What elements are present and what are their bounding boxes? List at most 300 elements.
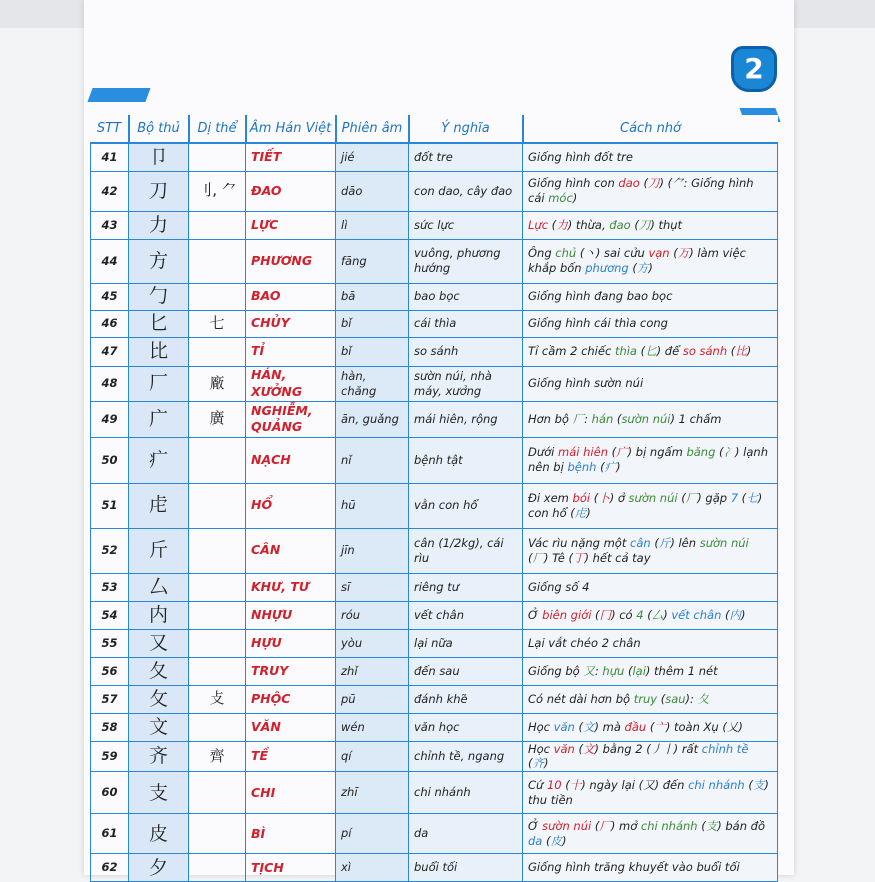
mnemonic-segment: ) 1 chấm (670, 411, 722, 426)
cell-radical: 攵 (129, 685, 189, 713)
cell-mnemonic (523, 143, 778, 171)
mnemonic-segment: ) toàn Xụ (乂) (665, 719, 743, 734)
cell-radical: 虍 (129, 483, 189, 528)
mnemonic-segment: dao (618, 176, 640, 191)
cell-variant (189, 573, 246, 601)
mnemonic-segment: ) để (656, 344, 683, 359)
mnemonic-segment: đao (609, 217, 631, 232)
cell-radical: 夂 (129, 657, 189, 685)
cell-mnemonic (523, 772, 778, 814)
mnemonic-segment: vết chân (671, 607, 722, 622)
cell-meaning: mái hiên, rộng (409, 401, 523, 437)
mnemonic-segment: Giống hình sườn núi (528, 376, 644, 391)
mnemonic-segment: ( (646, 719, 655, 734)
mnemonic-segment: cân (630, 535, 651, 550)
cell-pinyin: zhǐ (336, 657, 409, 685)
header-radical: Bộ thủ (129, 115, 189, 143)
cell-variant: 七 (189, 310, 246, 337)
cell-radical: 广 (129, 401, 189, 437)
mnemonic-segment: 厂 (685, 490, 698, 505)
cell-variant (189, 528, 246, 573)
cell-sino-vietnamese: TỊCH (246, 854, 336, 882)
mnemonic-segment: (丶) sai cửu (576, 246, 649, 261)
cell-variant (189, 814, 246, 854)
cell-mnemonic (523, 283, 778, 310)
mnemonic-segment: văn (553, 741, 575, 756)
cell-radical: 卩 (129, 143, 189, 171)
mnemonic-segment: ( (628, 261, 637, 275)
cell-mnemonic (523, 854, 778, 882)
mnemonic-segment: ( (548, 217, 557, 232)
table-row (91, 854, 778, 882)
table-row (91, 772, 778, 814)
cell-sino-vietnamese: HÁN, XƯỞNG (246, 366, 336, 401)
mnemonic-segment: 丁 (572, 550, 585, 565)
cell-mnemonic (523, 211, 778, 239)
cell-meaning: vằn con hổ (409, 483, 523, 528)
mnemonic-segment: ) (616, 460, 621, 474)
mnemonic-segment: sườn núi (542, 818, 592, 833)
cell-meaning: vết chân (409, 601, 523, 629)
mnemonic-segment: ) (572, 191, 578, 205)
mnemonic-segment: 刀 (638, 217, 651, 232)
cell-pinyin: bǐ (336, 310, 409, 337)
cell-stt: 58 (91, 713, 129, 741)
mnemonic-segment: ) thừa, (567, 217, 610, 232)
header-stt: STT (91, 115, 129, 143)
cell-pinyin: sī (336, 573, 409, 601)
cell-meaning: sức lực (409, 211, 523, 239)
mnemonic-segment: 厶 (651, 607, 664, 622)
mnemonic-segment: ( (624, 663, 633, 678)
table-row (91, 573, 778, 601)
cell-pinyin: bǐ (336, 337, 409, 366)
mnemonic-segment: ) hết cả tay (584, 550, 651, 565)
mnemonic-segment: 方 (636, 261, 649, 275)
mnemonic-segment: ( (561, 777, 570, 792)
mnemonic-segment: ) (544, 756, 549, 771)
cell-sino-vietnamese: KHƯ, TƯ (246, 573, 336, 601)
mnemonic-segment: Ở (528, 607, 543, 622)
cell-stt: 42 (91, 171, 129, 211)
mnemonic-segment: ( (591, 607, 600, 622)
mnemonic-segment: văn (553, 719, 575, 734)
mnemonic-segment: phương (585, 261, 629, 275)
mnemonic-segment: ( (669, 246, 678, 261)
cell-variant: 廠 (189, 366, 246, 401)
mnemonic-segment: 厂 (599, 818, 611, 833)
cell-sino-vietnamese: NGHIỄM, QUẢNG (246, 401, 336, 437)
cell-mnemonic (523, 483, 778, 528)
mnemonic-segment: ( (574, 741, 583, 756)
mnemonic-segment: 匕 (645, 344, 657, 359)
mnemonic-segment: băng (686, 445, 716, 460)
cell-variant (189, 483, 246, 528)
cell-meaning: da (409, 814, 523, 854)
cell-radical: 厂 (129, 366, 189, 401)
mnemonic-segment: 文 (582, 719, 595, 734)
mnemonic-segment: chỉnh tề (701, 741, 749, 756)
cell-mnemonic (523, 741, 778, 772)
cell-stt: 49 (91, 401, 129, 437)
mnemonic-segment: bói (572, 490, 591, 505)
cell-pinyin: róu (336, 601, 409, 629)
mnemonic-segment: ( (657, 691, 666, 706)
cell-sino-vietnamese: BÌ (246, 814, 336, 854)
mnemonic-segment: Giống hình đốt tre (528, 149, 633, 164)
mnemonic-segment: ) thêm 1 nét (645, 663, 718, 678)
cell-pinyin: wén (336, 713, 409, 741)
cell-mnemonic (523, 337, 778, 366)
mnemonic-segment: sau (665, 691, 686, 706)
mnemonic-segment: Lực (528, 217, 549, 232)
mnemonic-segment: Giống hình cái thìa cong (528, 316, 668, 331)
cell-pinyin: jīn (336, 528, 409, 573)
cell-sino-vietnamese: LỰC (246, 211, 336, 239)
mnemonic-segment: ( (643, 607, 652, 622)
cell-variant: 攴 (189, 685, 246, 713)
mnemonic-segment: 夂 (697, 691, 710, 706)
cell-radical: 支 (129, 772, 189, 814)
mnemonic-segment: Học (528, 719, 554, 734)
header-variant: Dị thể (189, 115, 246, 143)
mnemonic-segment: 齐 (532, 756, 544, 771)
mnemonic-segment: ( (715, 445, 724, 460)
mnemonic-segment: 万 (677, 246, 690, 261)
mnemonic-segment: ) ngày lại (又) đến (581, 777, 689, 792)
table-row (91, 437, 778, 483)
cell-variant (189, 437, 246, 483)
cell-variant (189, 713, 246, 741)
mnemonic-segment: ): (685, 691, 698, 706)
cell-stt: 59 (91, 741, 129, 772)
mnemonic-segment: ) (562, 833, 567, 848)
mnemonic-segment: da (528, 833, 543, 848)
mnemonic-segment: 文 (582, 741, 595, 756)
mnemonic-segment: ( (650, 535, 659, 550)
mnemonic-segment: mái hiên (558, 445, 608, 460)
table-row (91, 366, 778, 401)
mnemonic-segment: ) (746, 344, 752, 359)
cell-pinyin: zhī (336, 772, 409, 814)
mnemonic-segment: ( (590, 490, 599, 505)
mnemonic-segment: Có nét dài hơn bộ (528, 691, 634, 706)
cell-mnemonic (523, 573, 778, 601)
cell-sino-vietnamese: HỔ (246, 483, 336, 528)
cell-pinyin: bā (336, 283, 409, 310)
header-mnemonic: Cách nhớ (523, 115, 778, 143)
cell-stt: 43 (91, 211, 129, 239)
cell-meaning: đến sau (409, 657, 523, 685)
table-row (91, 741, 778, 772)
mnemonic-segment: ) mở (610, 818, 641, 833)
cell-meaning: đốt tre (409, 143, 523, 171)
mnemonic-segment: chi nhánh (688, 777, 745, 792)
mnemonic-segment: ) bị ngấm (627, 445, 687, 460)
cell-variant: 廣 (189, 401, 246, 437)
cell-radical: 厶 (129, 573, 189, 601)
mnemonic-segment: ) có (611, 607, 637, 622)
mnemonic-segment: Cứ (528, 777, 547, 792)
cell-radical: 夕 (129, 854, 189, 882)
cell-pinyin: hū (336, 483, 409, 528)
mnemonic-segment: 卜 (598, 490, 610, 505)
cell-stt: 44 (91, 239, 129, 283)
cell-radical: 力 (129, 211, 189, 239)
cell-mnemonic (523, 239, 778, 283)
cell-meaning: cái thìa (409, 310, 523, 337)
cell-meaning: chỉnh tề, ngang (409, 741, 523, 772)
cell-meaning: vuông, phương hướng (409, 239, 523, 283)
cell-radical: 文 (129, 713, 189, 741)
mnemonic-segment: vạn (648, 246, 670, 261)
header-sino-vietnamese: Âm Hán Việt (246, 115, 336, 143)
mnemonic-segment: ) (663, 607, 672, 622)
mnemonic-segment: Ông (528, 246, 556, 261)
mnemonic-segment: ( (721, 607, 730, 622)
cell-sino-vietnamese: TRUY (246, 657, 336, 685)
mnemonic-segment: bệnh (567, 460, 597, 474)
mnemonic-segment: ( (744, 777, 753, 792)
cell-sino-vietnamese: CHỦY (246, 310, 336, 337)
cell-pinyin: xì (336, 854, 409, 882)
mnemonic-segment: ) (⺈: Giống hình cái (528, 176, 754, 205)
mnemonic-segment: 比 (735, 344, 747, 359)
cell-radical: 刀 (129, 171, 189, 211)
cell-sino-vietnamese: CHI (246, 772, 336, 814)
table-row (91, 143, 778, 171)
cell-variant: 刂, ⺈ (189, 171, 246, 211)
cell-mnemonic (523, 629, 778, 657)
mnemonic-segment: ( (697, 818, 706, 833)
mnemonic-segment: 支 (752, 777, 765, 792)
cell-sino-vietnamese: PHỘC (246, 685, 336, 713)
cell-stt: 48 (91, 366, 129, 401)
table-row (91, 337, 778, 366)
mnemonic-segment: : (594, 663, 603, 678)
mnemonic-segment: Học (528, 741, 554, 756)
mnemonic-segment: 斤 (658, 535, 671, 550)
cell-pinyin: lì (336, 211, 409, 239)
mnemonic-segment: : (584, 411, 592, 426)
mnemonic-segment: 4 (636, 607, 644, 622)
mnemonic-segment: ( (639, 176, 648, 191)
mnemonic-segment: 虍 (574, 505, 587, 520)
mnemonic-segment: Tỉ cầm 2 chiếc (528, 344, 615, 359)
mnemonic-segment: móc (548, 191, 573, 205)
cell-meaning: văn học (409, 713, 523, 741)
table-row (91, 601, 778, 629)
mnemonic-segment: chủ (555, 246, 577, 261)
cell-pinyin: ān, guǎng (336, 401, 409, 437)
mnemonic-segment: 七 (746, 490, 758, 505)
cell-radical: 又 (129, 629, 189, 657)
cell-mnemonic (523, 171, 778, 211)
cell-stt: 51 (91, 483, 129, 528)
mnemonic-segment: ) làm việc khắp bốn (528, 246, 746, 275)
mnemonic-segment: 冫 (723, 445, 736, 460)
mnemonic-segment: Giống bộ (528, 663, 584, 678)
mnemonic-segment: ) (586, 505, 591, 520)
cell-variant (189, 283, 246, 310)
cell-stt: 52 (91, 528, 129, 573)
mnemonic-segment: truy (633, 691, 658, 706)
mnemonic-segment: ) ở (609, 490, 629, 505)
cell-stt: 56 (91, 657, 129, 685)
cell-meaning: bệnh tật (409, 437, 523, 483)
cell-pinyin: pū (336, 685, 409, 713)
mnemonic-segment: Dưới (528, 445, 559, 460)
mnemonic-segment: Giống hình trăng khuyết vào buổi tối (528, 860, 740, 875)
mnemonic-segment: ( (738, 490, 747, 505)
mnemonic-segment: 又 (583, 663, 595, 678)
mnemonic-segment: 厂 (532, 550, 544, 565)
mnemonic-segment: ( (677, 490, 686, 505)
cell-pinyin: hàn, chăng (336, 366, 409, 401)
cell-pinyin: jié (336, 143, 409, 171)
cell-variant (189, 854, 246, 882)
cell-radical: 齐 (129, 741, 189, 772)
mnemonic-segment: Giống hình đang bao bọc (528, 289, 673, 304)
cell-sino-vietnamese: TỈ (246, 337, 336, 366)
table-row (91, 657, 778, 685)
mnemonic-segment: ( (607, 445, 617, 460)
mnemonic-segment: ( (630, 217, 639, 232)
cell-radical: 疒 (129, 437, 189, 483)
cell-stt: 61 (91, 814, 129, 854)
mnemonic-segment: ) mà (594, 719, 625, 734)
mnemonic-segment: thìa (614, 344, 637, 359)
mnemonic-segment: hựu (602, 663, 625, 678)
cell-pinyin: qí (336, 741, 409, 772)
mnemonic-segment: 7 (730, 490, 739, 505)
cell-sino-vietnamese: TIẾT (246, 143, 336, 171)
table-row (91, 239, 778, 283)
mnemonic-segment: ) Tê ( (544, 550, 573, 565)
mnemonic-segment: ( (613, 411, 622, 426)
mnemonic-segment: Vác rìu nặng một (528, 535, 631, 550)
cell-sino-vietnamese: ĐAO (246, 171, 336, 211)
cell-radical: 斤 (129, 528, 189, 573)
mnemonic-segment: ( (636, 344, 646, 359)
cell-sino-vietnamese: VĂN (246, 713, 336, 741)
decorative-ribbon-left (87, 88, 150, 102)
cell-pinyin: fāng (336, 239, 409, 283)
header-meaning: Ý nghĩa (409, 115, 523, 143)
mnemonic-segment: sườn núi (699, 535, 749, 550)
table-row (91, 211, 778, 239)
mnemonic-segment: hán (591, 411, 614, 426)
cell-meaning: đánh khẽ (409, 685, 523, 713)
cell-stt: 62 (91, 854, 129, 882)
cell-stt: 53 (91, 573, 129, 601)
mnemonic-segment: ( (591, 818, 600, 833)
cell-radical: 内 (129, 601, 189, 629)
cell-meaning: lại nữa (409, 629, 523, 657)
table-row (91, 483, 778, 528)
mnemonic-segment: 皮 (550, 833, 563, 848)
cell-mnemonic (523, 366, 778, 401)
cell-sino-vietnamese: NẠCH (246, 437, 336, 483)
cell-radical: 比 (129, 337, 189, 366)
mnemonic-segment: so sánh (682, 344, 728, 359)
mnemonic-segment: 疒 (604, 460, 617, 474)
mnemonic-segment: Đi xem (528, 490, 573, 505)
mnemonic-segment: ) gặp (697, 490, 731, 505)
cell-variant (189, 772, 246, 814)
cell-mnemonic (523, 437, 778, 483)
cell-pinyin: pí (336, 814, 409, 854)
cell-variant (189, 629, 246, 657)
mnemonic-segment: 亠 (654, 719, 666, 734)
cell-sino-vietnamese: TỀ (246, 741, 336, 772)
cell-mnemonic (523, 401, 778, 437)
cell-stt: 47 (91, 337, 129, 366)
mnemonic-segment: đầu (624, 719, 647, 734)
table-row (91, 283, 778, 310)
cell-variant (189, 601, 246, 629)
cell-meaning: cân (1/2kg), cái rìu (409, 528, 523, 573)
cell-variant (189, 239, 246, 283)
cell-variant (189, 657, 246, 685)
cell-radical: 勹 (129, 283, 189, 310)
table-row (91, 401, 778, 437)
mnemonic-segment: 刀 (647, 176, 660, 191)
mnemonic-segment: ) thu tiền (528, 777, 769, 807)
cell-mnemonic (523, 528, 778, 573)
cell-radical: 皮 (129, 814, 189, 854)
cell-stt: 41 (91, 143, 129, 171)
cell-variant (189, 211, 246, 239)
mnemonic-segment: Ở (528, 818, 543, 833)
mnemonic-segment: ) lên (670, 535, 700, 550)
mnemonic-segment: ( (528, 550, 533, 565)
mnemonic-segment: 十 (569, 777, 582, 792)
cell-pinyin: yòu (336, 629, 409, 657)
cell-stt: 57 (91, 685, 129, 713)
mnemonic-segment: ) bằng 2 (丿丨) rất (594, 741, 702, 756)
cell-variant: 齊 (189, 741, 246, 772)
cell-stt: 54 (91, 601, 129, 629)
cell-sino-vietnamese: CÂN (246, 528, 336, 573)
cell-mnemonic (523, 310, 778, 337)
cell-meaning: so sánh (409, 337, 523, 366)
cell-variant (189, 337, 246, 366)
table-row (91, 629, 778, 657)
mnemonic-segment: 广 (616, 445, 628, 460)
mnemonic-segment: ) bán đồ (717, 818, 766, 833)
cell-sino-vietnamese: HỰU (246, 629, 336, 657)
radicals-table (90, 115, 778, 882)
table-row (91, 310, 778, 337)
cell-mnemonic (523, 713, 778, 741)
mnemonic-segment: Hơn bộ (528, 411, 573, 426)
mnemonic-segment: Giống hình con (528, 176, 619, 191)
header-pinyin: Phiên âm (336, 115, 409, 143)
mnemonic-segment: 10 (546, 777, 562, 792)
cell-stt: 46 (91, 310, 129, 337)
cell-stt: 45 (91, 283, 129, 310)
mnemonic-segment: 内 (729, 607, 742, 622)
cell-meaning: chi nhánh (409, 772, 523, 814)
cell-stt: 55 (91, 629, 129, 657)
cell-variant (189, 143, 246, 171)
mnemonic-segment: ) (741, 607, 746, 622)
mnemonic-segment: ) thụt (650, 217, 683, 232)
table-row (91, 713, 778, 741)
mnemonic-segment: biên giới (542, 607, 592, 622)
mnemonic-segment: ( (542, 833, 551, 848)
